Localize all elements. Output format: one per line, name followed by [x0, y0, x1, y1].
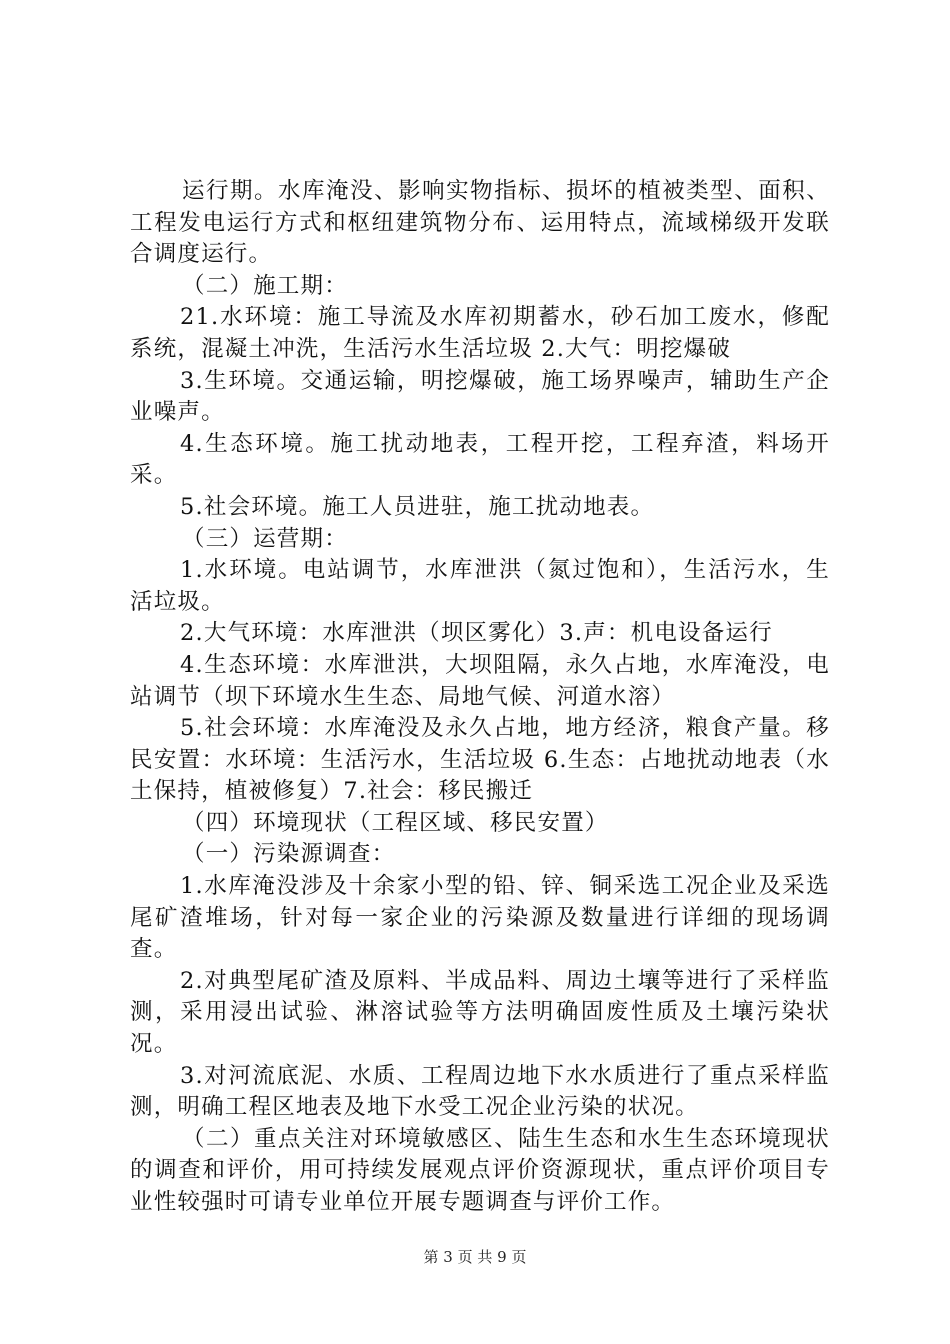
heading-environment-status: （四）环境现状（工程区域、移民安置） — [182, 809, 609, 836]
paragraph-ecological-environment: 4.生态环境。施工扰动地表，工程开挖，工程弃渣，料场开采。 — [130, 430, 830, 489]
paragraph-survey-item-3: 3.对河流底泥、水质、工程周边地下水水质进行了重点采样监测，明确工程区地表及地下水受工况企业污染的状况。 — [130, 1062, 830, 1121]
paragraph-water-environment: 21.水环境：施工导流及水库初期蓄水，砂石加工废水，修配系统，混凝土冲洗，生活污水生活垃圾 2.大气：明挖爆破 — [130, 304, 830, 362]
paragraph-key-focus: （二）重点关注对环境敏感区、陆生生态和水生生态环境现状的调查和评价，用可持续发展观点评价资源现状，重点评价项目专业性较强时可请专业单位开展专题调查与评价工作。 — [130, 1125, 830, 1215]
paragraph-sound-environment: 3.生环境。交通运输，明挖爆破，施工场界噪声，辅助生产企业噪声。 — [130, 367, 830, 426]
page-number-footer: 第 3 页 共 9 页 — [423, 1248, 527, 1266]
document-body — [130, 176, 830, 1219]
paragraph-op-social-environment: 5.社会环境：水库淹没及永久占地，地方经济，粮食产量。移民安置：水环境：生活污水，生活垃圾 6.生态：占地扰动地表（水土保持，植被修复）7.社会：移民搬迁 — [130, 715, 830, 805]
heading-pollution-survey: （一）污染源调查： — [182, 841, 396, 868]
paragraph-survey-item-2: 2.对典型尾矿渣及原料、半成品料、周边土壤等进行了采样监测，采用浸出试验、淋溶试验等方法明确固废性质及土壤污染状况。 — [130, 967, 830, 1058]
paragraph-survey-item-1: 1.水库淹没涉及十余家小型的铅、锌、铜采选工况企业及采选尾矿渣堆场，针对每一家企业的污染源及数量进行详细的现场调查。 — [130, 873, 830, 963]
heading-construction-period: （二）施工期： — [182, 272, 348, 299]
paragraph-op-ecological-environment: 4.生态环境：水库泄洪，大坝阻隔，永久占地，水库淹没，电站调节（坝下环境水生生态、局地气候、河道水溶） — [130, 651, 830, 710]
paragraph-social-environment: 5.社会环境。施工人员进驻，施工扰动地表。 — [180, 493, 655, 520]
heading-operating-period: （三）运营期： — [182, 525, 348, 552]
paragraph-operation-period: 运行期。水库淹没、影响实物指标、损坏的植被类型、面积、工程发电运行方式和枢纽建筑物分布、运用特点，流域梯级开发联合调度运行。 — [130, 178, 830, 268]
paragraph-op-air-environment: 2.大气环境：水库泄洪（坝区雾化）3.声：机电设备运行 — [180, 620, 773, 647]
paragraph-op-water-environment: 1.水环境。电站调节，水库泄洪（氮过饱和），生活污水，生活垃圾。 — [130, 557, 830, 615]
